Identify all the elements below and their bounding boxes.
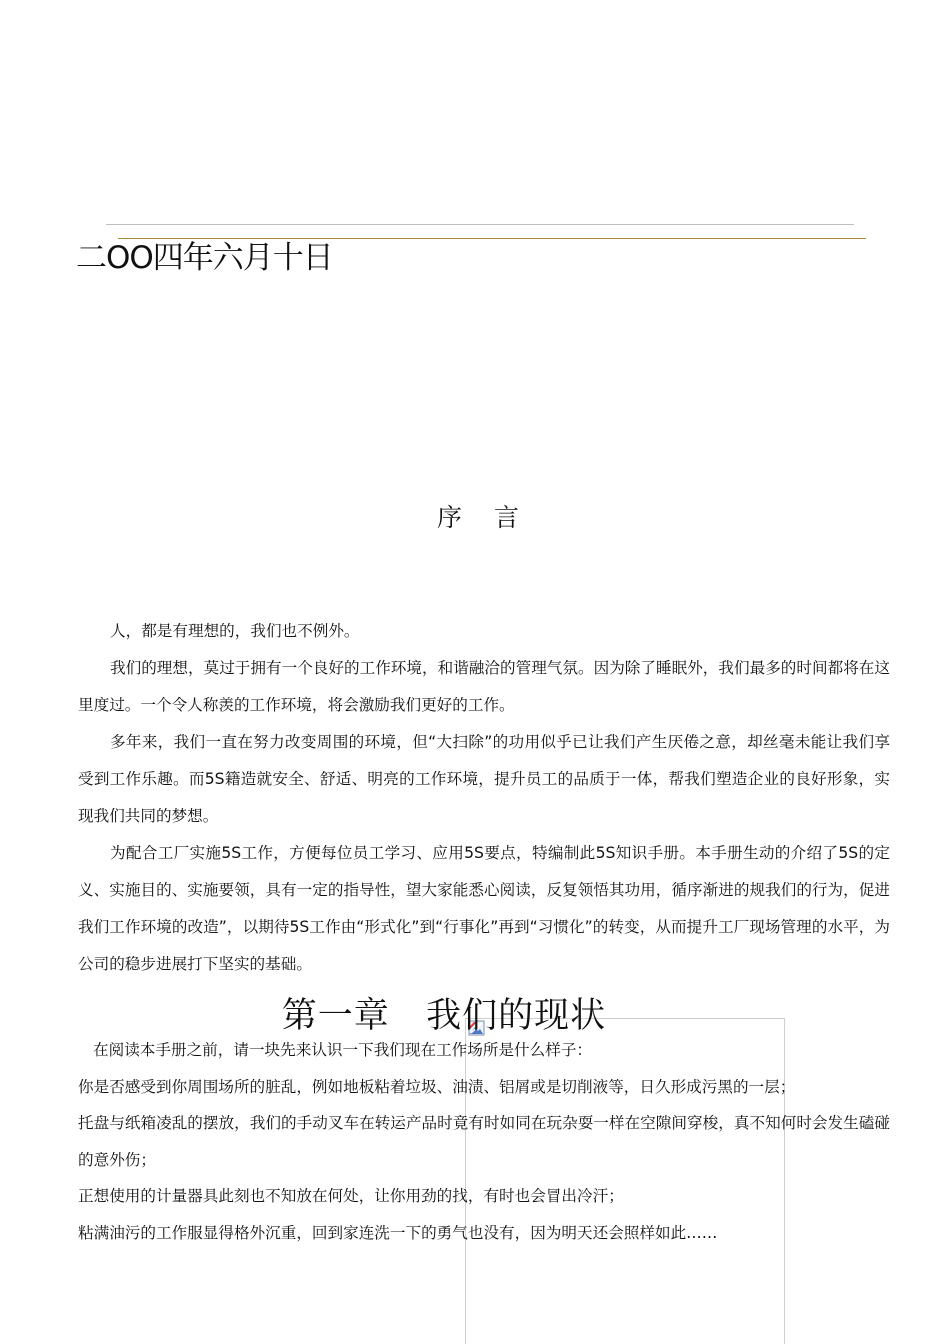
list-item: 托盘与纸箱凌乱的摆放，我们的手动叉车在转运产品时竟有时如同在玩杂耍一样在空隙间穿梭，真不知何时会发生磕碰的意外伤；: [78, 1114, 890, 1169]
preface-title: 序 言: [437, 503, 531, 532]
preface-paragraph-4: 为配合工厂实施5S工作，方便每位员工学习、应用5S要点，特编制此5S知识手册。本手册生动的介绍了5S的定义、实施目的、实施要领，具有一定的指导性，望大家能悉心阅读，反复领悟其功用，循序渐进的规我们的行为，促进我们工作环境的改造”，以期待5S工作由“形式化”到“行事化”再到“习惯化”的转变，从而提升工厂现场管理的水平，为公司的稳步进展打下坚实的基础。: [78, 844, 890, 973]
chapter-intro: 在阅读本手册之前，请一块先来认识一下我们现在工作场所是什么样子：: [93, 1041, 593, 1059]
list-item: 粘满油污的工作服显得格外沉重，回到家连洗一下的勇气也没有，因为明天还会照样如此……: [78, 1223, 718, 1242]
chapter-body: [78, 1032, 890, 1251]
list-item: 正想使用的计量器具此刻也不知放在何处，让你用劲的找，有时也会冒出冷汗；: [78, 1187, 624, 1205]
preface-body: [78, 613, 890, 983]
header-rule-gray: [106, 224, 854, 225]
preface-paragraph-3: 多年来，我们一直在努力改变周围的环境，但“大扫除”的功用似乎已让我们产生厌倦之意，却丝毫未能让我们享受到工作乐趣。而5S籍造就安全、舒适、明亮的工作环境，提升员工的品质于一体，帮我们塑造企业的良好形象，实现我们共同的梦想。: [78, 733, 890, 825]
list-item: 你是否感受到你周围场所的脏乱，例如地板粘着垃圾、油渍、铝屑或是切削液等，日久形成污黑的一层；: [78, 1077, 796, 1096]
preface-paragraph-2: 我们的理想，莫过于拥有一个良好的工作环境，和谐融洽的管理气氛。因为除了睡眠外，我们最多的时间都将在这里度过。一个令人称羡的工作环境，将会激励我们更好的工作。: [78, 659, 890, 714]
cover-date: 二OO四年六月十日: [76, 240, 333, 276]
preface-paragraph-1: 人，都是有理想的，我们也不例外。: [110, 622, 360, 640]
chapter-title: 第一章 我们的现状: [281, 996, 607, 1036]
